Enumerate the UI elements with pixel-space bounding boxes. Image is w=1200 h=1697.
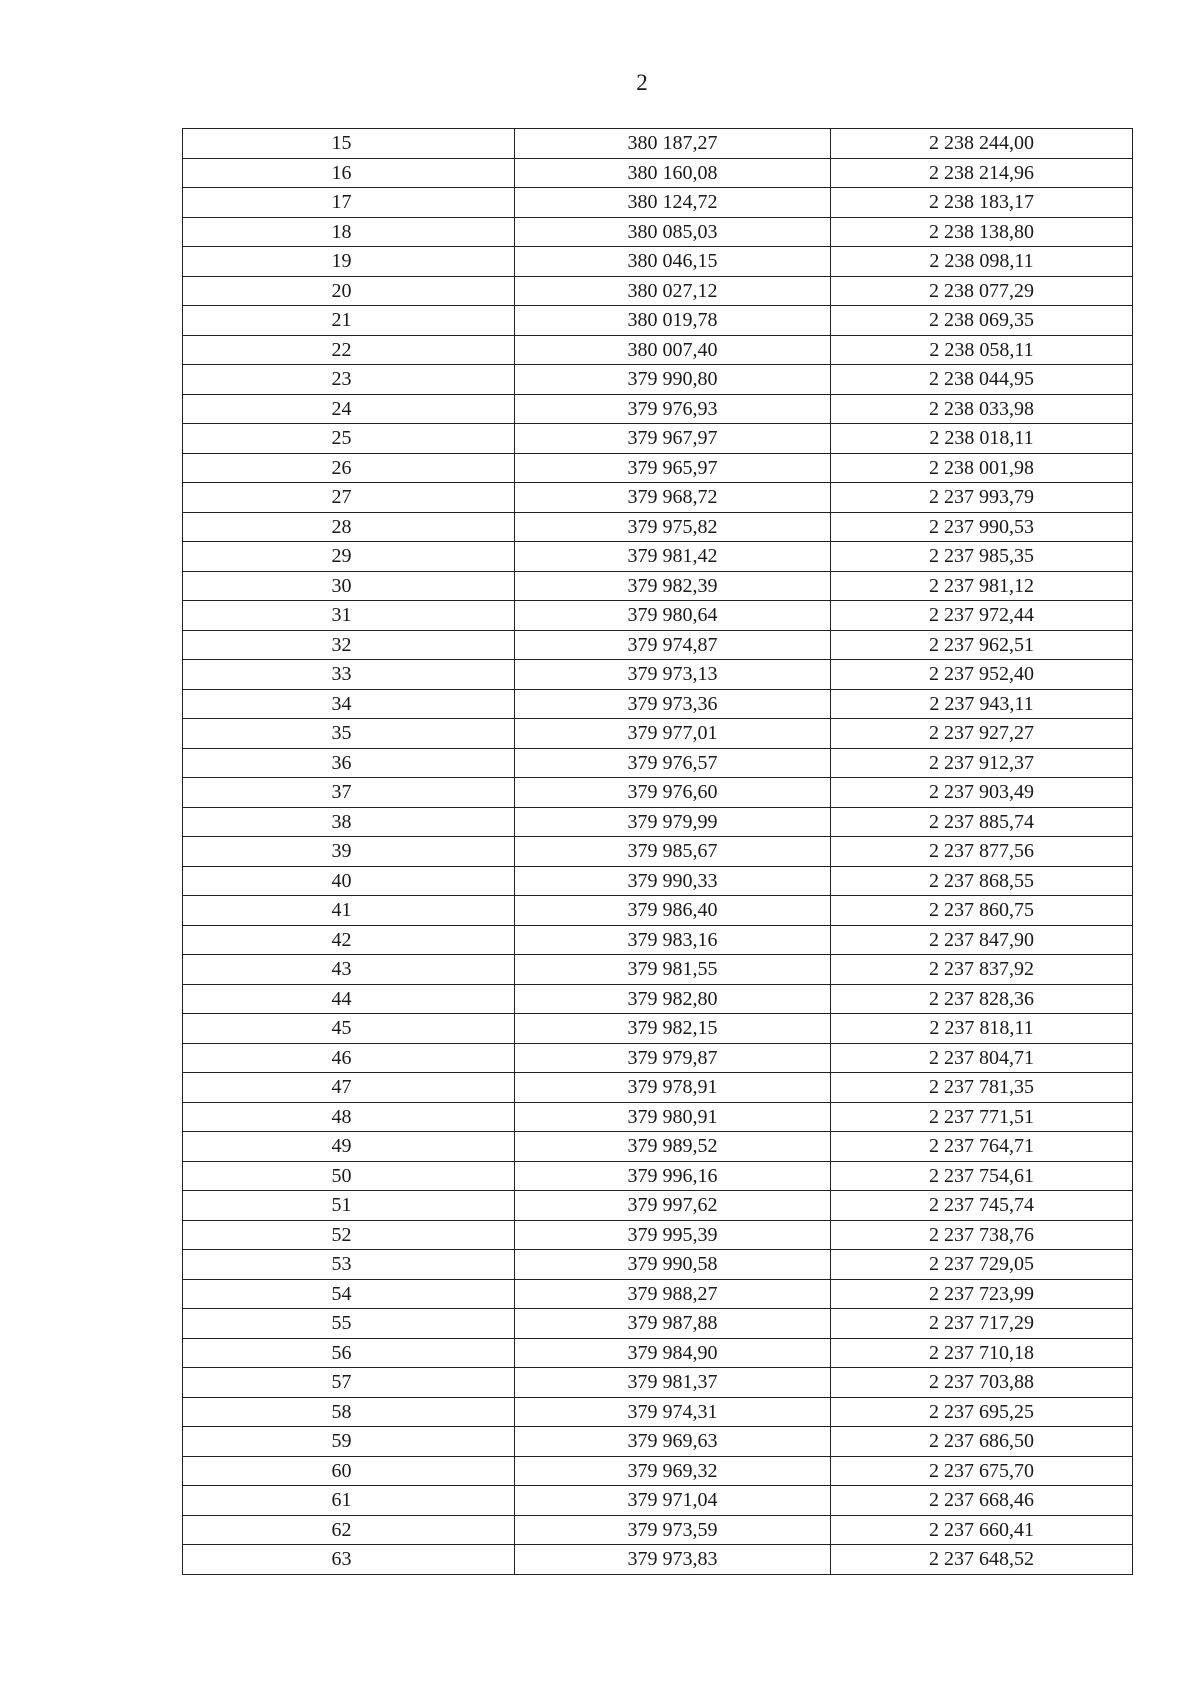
x-coordinate-cell: 379 965,97	[515, 453, 831, 483]
table-row	[183, 424, 1133, 454]
table-row	[183, 129, 1133, 159]
x-coordinate-cell: 379 977,01	[515, 719, 831, 749]
y-coordinate-cell: 2 237 903,49	[831, 778, 1133, 808]
point-number-cell: 21	[183, 306, 515, 336]
x-coordinate-cell: 379 988,27	[515, 1279, 831, 1309]
x-coordinate-cell: 380 085,03	[515, 217, 831, 247]
x-coordinate-cell: 379 969,32	[515, 1456, 831, 1486]
x-coordinate-cell: 379 974,87	[515, 630, 831, 660]
point-number-cell: 41	[183, 896, 515, 926]
point-number-cell: 17	[183, 188, 515, 218]
x-coordinate-cell: 379 976,57	[515, 748, 831, 778]
table-row	[183, 1279, 1133, 1309]
table-row	[183, 571, 1133, 601]
point-number-cell: 24	[183, 394, 515, 424]
table-row	[183, 1220, 1133, 1250]
point-number-cell: 19	[183, 247, 515, 277]
x-coordinate-cell: 379 987,88	[515, 1309, 831, 1339]
x-coordinate-cell: 379 981,55	[515, 955, 831, 985]
x-coordinate-cell: 380 124,72	[515, 188, 831, 218]
table-row	[183, 807, 1133, 837]
x-coordinate-cell: 379 990,80	[515, 365, 831, 395]
x-coordinate-cell: 379 975,82	[515, 512, 831, 542]
table-row	[183, 1043, 1133, 1073]
table-row	[183, 276, 1133, 306]
x-coordinate-cell: 379 981,37	[515, 1368, 831, 1398]
point-number-cell: 28	[183, 512, 515, 542]
y-coordinate-cell: 2 237 972,44	[831, 601, 1133, 631]
x-coordinate-cell: 380 046,15	[515, 247, 831, 277]
x-coordinate-cell: 379 982,80	[515, 984, 831, 1014]
y-coordinate-cell: 2 238 044,95	[831, 365, 1133, 395]
table-row	[183, 453, 1133, 483]
x-coordinate-cell: 379 996,16	[515, 1161, 831, 1191]
point-number-cell: 36	[183, 748, 515, 778]
y-coordinate-cell: 2 238 183,17	[831, 188, 1133, 218]
x-coordinate-cell: 379 981,42	[515, 542, 831, 572]
y-coordinate-cell: 2 238 033,98	[831, 394, 1133, 424]
table-row	[183, 1456, 1133, 1486]
table-row	[183, 866, 1133, 896]
point-number-cell: 18	[183, 217, 515, 247]
x-coordinate-cell: 379 976,93	[515, 394, 831, 424]
y-coordinate-cell: 2 237 781,35	[831, 1073, 1133, 1103]
x-coordinate-cell: 380 027,12	[515, 276, 831, 306]
y-coordinate-cell: 2 237 710,18	[831, 1338, 1133, 1368]
point-number-cell: 40	[183, 866, 515, 896]
y-coordinate-cell: 2 237 912,37	[831, 748, 1133, 778]
point-number-cell: 58	[183, 1397, 515, 1427]
y-coordinate-cell: 2 238 069,35	[831, 306, 1133, 336]
table-row	[183, 601, 1133, 631]
y-coordinate-cell: 2 238 138,80	[831, 217, 1133, 247]
y-coordinate-cell: 2 237 837,92	[831, 955, 1133, 985]
table-row	[183, 1486, 1133, 1516]
point-number-cell: 26	[183, 453, 515, 483]
point-number-cell: 30	[183, 571, 515, 601]
table-row	[183, 689, 1133, 719]
y-coordinate-cell: 2 237 754,61	[831, 1161, 1133, 1191]
table-row	[183, 955, 1133, 985]
point-number-cell: 55	[183, 1309, 515, 1339]
point-number-cell: 59	[183, 1427, 515, 1457]
y-coordinate-cell: 2 237 952,40	[831, 660, 1133, 690]
table-row	[183, 1191, 1133, 1221]
table-row	[183, 1014, 1133, 1044]
y-coordinate-cell: 2 237 993,79	[831, 483, 1133, 513]
y-coordinate-cell: 2 237 745,74	[831, 1191, 1133, 1221]
table-row	[183, 719, 1133, 749]
x-coordinate-cell: 379 973,59	[515, 1515, 831, 1545]
table-row	[183, 542, 1133, 572]
point-number-cell: 56	[183, 1338, 515, 1368]
y-coordinate-cell: 2 238 214,96	[831, 158, 1133, 188]
point-number-cell: 22	[183, 335, 515, 365]
x-coordinate-cell: 379 983,16	[515, 925, 831, 955]
point-number-cell: 15	[183, 129, 515, 159]
table-row	[183, 483, 1133, 513]
table-row	[183, 896, 1133, 926]
coordinates-table	[182, 128, 1133, 1575]
table-row	[183, 1309, 1133, 1339]
point-number-cell: 54	[183, 1279, 515, 1309]
point-number-cell: 49	[183, 1132, 515, 1162]
point-number-cell: 16	[183, 158, 515, 188]
y-coordinate-cell: 2 237 828,36	[831, 984, 1133, 1014]
y-coordinate-cell: 2 238 058,11	[831, 335, 1133, 365]
x-coordinate-cell: 379 973,13	[515, 660, 831, 690]
table-row	[183, 1427, 1133, 1457]
table-row	[183, 1545, 1133, 1575]
x-coordinate-cell: 380 019,78	[515, 306, 831, 336]
y-coordinate-cell: 2 237 943,11	[831, 689, 1133, 719]
y-coordinate-cell: 2 237 877,56	[831, 837, 1133, 867]
x-coordinate-cell: 380 160,08	[515, 158, 831, 188]
table-row	[183, 306, 1133, 336]
x-coordinate-cell: 379 969,63	[515, 1427, 831, 1457]
x-coordinate-cell: 379 984,90	[515, 1338, 831, 1368]
table-row	[183, 1102, 1133, 1132]
table-row	[183, 984, 1133, 1014]
y-coordinate-cell: 2 237 927,27	[831, 719, 1133, 749]
table-row	[183, 1161, 1133, 1191]
y-coordinate-cell: 2 237 723,99	[831, 1279, 1133, 1309]
point-number-cell: 37	[183, 778, 515, 808]
table-row	[183, 1073, 1133, 1103]
x-coordinate-cell: 379 990,33	[515, 866, 831, 896]
x-coordinate-cell: 379 982,39	[515, 571, 831, 601]
table-row	[183, 660, 1133, 690]
table-row	[183, 247, 1133, 277]
table-row	[183, 1132, 1133, 1162]
point-number-cell: 52	[183, 1220, 515, 1250]
point-number-cell: 45	[183, 1014, 515, 1044]
y-coordinate-cell: 2 237 686,50	[831, 1427, 1133, 1457]
y-coordinate-cell: 2 238 244,00	[831, 129, 1133, 159]
y-coordinate-cell: 2 238 001,98	[831, 453, 1133, 483]
y-coordinate-cell: 2 237 985,35	[831, 542, 1133, 572]
point-number-cell: 61	[183, 1486, 515, 1516]
point-number-cell: 38	[183, 807, 515, 837]
table-row	[183, 1368, 1133, 1398]
y-coordinate-cell: 2 237 668,46	[831, 1486, 1133, 1516]
table-row	[183, 1338, 1133, 1368]
point-number-cell: 35	[183, 719, 515, 749]
y-coordinate-cell: 2 237 771,51	[831, 1102, 1133, 1132]
point-number-cell: 25	[183, 424, 515, 454]
x-coordinate-cell: 379 976,60	[515, 778, 831, 808]
table-row	[183, 837, 1133, 867]
point-number-cell: 62	[183, 1515, 515, 1545]
page-number: 2	[636, 70, 648, 95]
point-number-cell: 43	[183, 955, 515, 985]
x-coordinate-cell: 379 980,64	[515, 601, 831, 631]
y-coordinate-cell: 2 237 885,74	[831, 807, 1133, 837]
y-coordinate-cell: 2 237 675,70	[831, 1456, 1133, 1486]
y-coordinate-cell: 2 238 098,11	[831, 247, 1133, 277]
y-coordinate-cell: 2 237 868,55	[831, 866, 1133, 896]
x-coordinate-cell: 380 007,40	[515, 335, 831, 365]
x-coordinate-cell: 379 995,39	[515, 1220, 831, 1250]
point-number-cell: 20	[183, 276, 515, 306]
x-coordinate-cell: 379 989,52	[515, 1132, 831, 1162]
y-coordinate-cell: 2 237 729,05	[831, 1250, 1133, 1280]
point-number-cell: 34	[183, 689, 515, 719]
x-coordinate-cell: 379 968,72	[515, 483, 831, 513]
coordinates-table-body	[183, 129, 1133, 1575]
x-coordinate-cell: 379 978,91	[515, 1073, 831, 1103]
table-row	[183, 1397, 1133, 1427]
point-number-cell: 44	[183, 984, 515, 1014]
x-coordinate-cell: 379 997,62	[515, 1191, 831, 1221]
x-coordinate-cell: 379 980,91	[515, 1102, 831, 1132]
y-coordinate-cell: 2 237 695,25	[831, 1397, 1133, 1427]
x-coordinate-cell: 379 971,04	[515, 1486, 831, 1516]
y-coordinate-cell: 2 237 703,88	[831, 1368, 1133, 1398]
y-coordinate-cell: 2 237 847,90	[831, 925, 1133, 955]
x-coordinate-cell: 379 973,83	[515, 1545, 831, 1575]
x-coordinate-cell: 380 187,27	[515, 129, 831, 159]
point-number-cell: 31	[183, 601, 515, 631]
y-coordinate-cell: 2 237 738,76	[831, 1220, 1133, 1250]
point-number-cell: 57	[183, 1368, 515, 1398]
table-row	[183, 1515, 1133, 1545]
point-number-cell: 27	[183, 483, 515, 513]
x-coordinate-cell: 379 982,15	[515, 1014, 831, 1044]
point-number-cell: 53	[183, 1250, 515, 1280]
point-number-cell: 48	[183, 1102, 515, 1132]
x-coordinate-cell: 379 974,31	[515, 1397, 831, 1427]
x-coordinate-cell: 379 986,40	[515, 896, 831, 926]
y-coordinate-cell: 2 237 818,11	[831, 1014, 1133, 1044]
point-number-cell: 50	[183, 1161, 515, 1191]
table-row	[183, 778, 1133, 808]
point-number-cell: 29	[183, 542, 515, 572]
point-number-cell: 46	[183, 1043, 515, 1073]
point-number-cell: 60	[183, 1456, 515, 1486]
table-row	[183, 335, 1133, 365]
table-row	[183, 925, 1133, 955]
y-coordinate-cell: 2 237 962,51	[831, 630, 1133, 660]
y-coordinate-cell: 2 237 990,53	[831, 512, 1133, 542]
point-number-cell: 33	[183, 660, 515, 690]
table-row	[183, 748, 1133, 778]
y-coordinate-cell: 2 237 804,71	[831, 1043, 1133, 1073]
point-number-cell: 32	[183, 630, 515, 660]
x-coordinate-cell: 379 979,87	[515, 1043, 831, 1073]
y-coordinate-cell: 2 238 018,11	[831, 424, 1133, 454]
x-coordinate-cell: 379 967,97	[515, 424, 831, 454]
y-coordinate-cell: 2 238 077,29	[831, 276, 1133, 306]
table-row	[183, 158, 1133, 188]
table-row	[183, 394, 1133, 424]
point-number-cell: 42	[183, 925, 515, 955]
y-coordinate-cell: 2 237 981,12	[831, 571, 1133, 601]
table-row	[183, 630, 1133, 660]
point-number-cell: 23	[183, 365, 515, 395]
table-row	[183, 512, 1133, 542]
x-coordinate-cell: 379 973,36	[515, 689, 831, 719]
x-coordinate-cell: 379 985,67	[515, 837, 831, 867]
y-coordinate-cell: 2 237 717,29	[831, 1309, 1133, 1339]
point-number-cell: 39	[183, 837, 515, 867]
x-coordinate-cell: 379 979,99	[515, 807, 831, 837]
y-coordinate-cell: 2 237 764,71	[831, 1132, 1133, 1162]
x-coordinate-cell: 379 990,58	[515, 1250, 831, 1280]
point-number-cell: 47	[183, 1073, 515, 1103]
table-row	[183, 217, 1133, 247]
table-row	[183, 1250, 1133, 1280]
table-row	[183, 188, 1133, 218]
table-row	[183, 365, 1133, 395]
y-coordinate-cell: 2 237 660,41	[831, 1515, 1133, 1545]
y-coordinate-cell: 2 237 648,52	[831, 1545, 1133, 1575]
point-number-cell: 63	[183, 1545, 515, 1575]
y-coordinate-cell: 2 237 860,75	[831, 896, 1133, 926]
point-number-cell: 51	[183, 1191, 515, 1221]
